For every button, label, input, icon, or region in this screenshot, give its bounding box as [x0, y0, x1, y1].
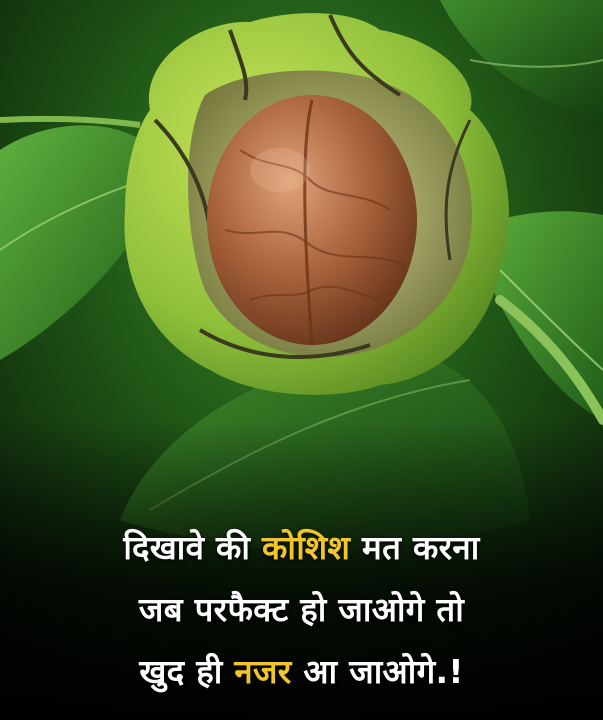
- quote-line-3-part-2: आ जाओगे.!: [291, 652, 464, 691]
- quote-line-3: [139, 641, 463, 703]
- quote-caption: [0, 505, 603, 720]
- quote-line-1-part-1: दिखावे की: [123, 528, 263, 567]
- quote-line-1: [123, 517, 479, 579]
- quote-line-1-part-2: मत करना: [350, 528, 480, 567]
- quote-line-3-highlight: नजर: [234, 652, 292, 691]
- quote-line-2-text: जब परफैक्ट हो जाओगे तो: [138, 590, 465, 629]
- quote-line-1-highlight: कोशिश: [262, 528, 351, 567]
- quote-line-2: [139, 579, 464, 641]
- quote-line-3-part-1: खुद ही: [139, 652, 235, 691]
- walnut-shell-icon: [207, 95, 417, 345]
